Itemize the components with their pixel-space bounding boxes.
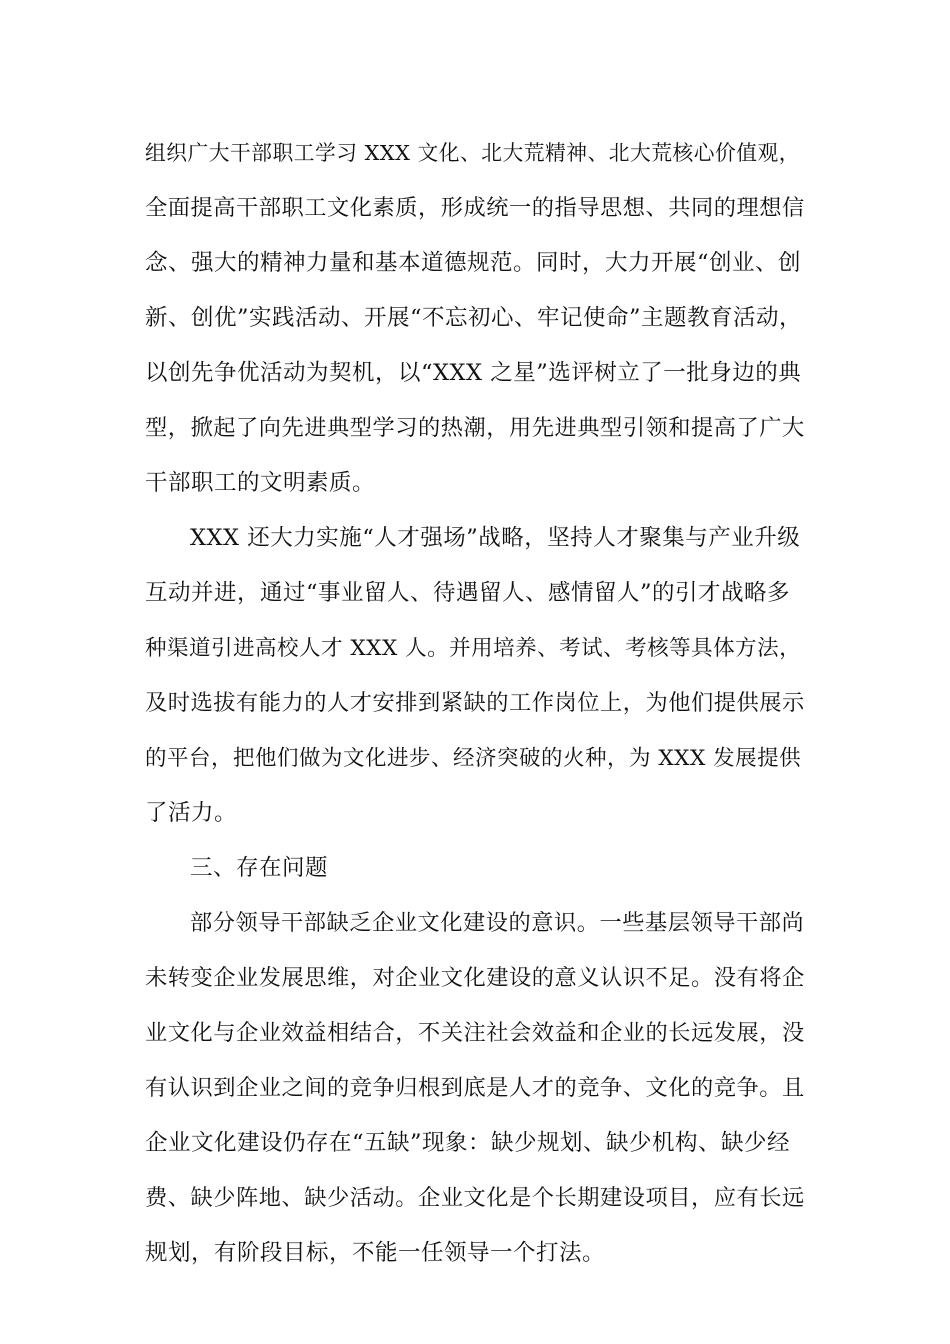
text-line: 念、强大的精神力量和基本道德规范。同时，大力开展“创业、创 xyxy=(145,250,802,276)
paragraph-problems xyxy=(145,896,805,1281)
paragraph-talent-strategy xyxy=(145,511,805,841)
text-line: 的平台，把他们做为文化进步、经济突破的火种，为 XXX 发展提供 xyxy=(145,746,802,771)
text-line: 费、缺少阵地、缺少活动。企业文化是个长期建设项目，应有长远 xyxy=(145,1185,805,1211)
text-line: 企业文化建设仍存在“五缺”现象：缺少规划、缺少机构、缺少经 xyxy=(145,1130,791,1156)
text-line: 型，掀起了向先进典型学习的热潮，用先进典型引领和提高了广大 xyxy=(145,415,805,441)
text-line: 种渠道引进高校人才 XXX 人。并用培养、考试、考核等具体方法， xyxy=(145,636,802,661)
text-line: 干部职工的文明素质。 xyxy=(145,470,376,496)
text-line: 互动并进，通过“事业留人、待遇留人、感情留人”的引才战略多 xyxy=(145,580,791,606)
text-line: 有认识到企业之间的竞争归根到底是人才的竞争、文化的竞争。且 xyxy=(145,1075,805,1101)
paragraph-culture-study xyxy=(145,126,805,511)
text-line: 三、存在问题 xyxy=(190,855,329,881)
text-line: 部分领导干部缺乏企业文化建设的意识。一些基层领导干部尚 xyxy=(190,910,805,936)
text-line: 规划，有阶段目标，不能一任领导一个打法。 xyxy=(145,1240,606,1266)
text-line: 全面提高干部职工文化素质，形成统一的指导思想、共同的理想信 xyxy=(145,195,805,221)
text-line: 以创先争优活动为契机，以“XXX 之星”选评树立了一批身边的典 xyxy=(145,360,802,386)
document-body xyxy=(145,126,805,1281)
text-line: 未转变企业发展思维，对企业文化建设的意义认识不足。没有将企 xyxy=(145,965,805,991)
text-line: XXX 还大力实施“人才强场”战略，坚持人才聚集与产业升级 xyxy=(190,525,801,551)
text-line: 新、创优”实践活动、开展“不忘初心、牢记使命”主题教育活动， xyxy=(145,305,803,331)
text-line: 组织广大干部职工学习 XXX 文化、北大荒精神、北大荒核心价值观， xyxy=(145,141,801,165)
text-line: 了活力。 xyxy=(145,800,238,826)
text-line: 业文化与企业效益相结合，不关注社会效益和企业的长远发展，没 xyxy=(145,1020,805,1046)
section-heading-problems xyxy=(145,841,805,896)
text-line: 及时选拔有能力的人才安排到紧缺的工作岗位上，为他们提供展示 xyxy=(145,690,805,716)
